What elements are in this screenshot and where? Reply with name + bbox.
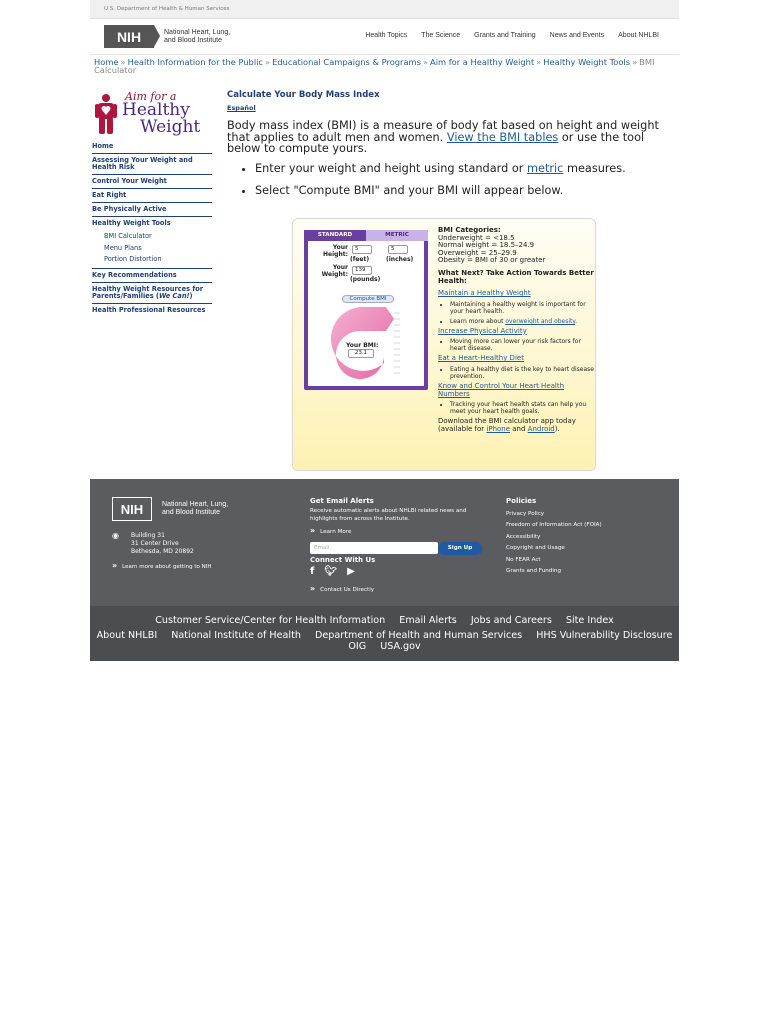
- nav-grants-training[interactable]: Grants and Training: [474, 32, 536, 39]
- compute-bmi-button[interactable]: Compute BMI: [342, 295, 394, 303]
- email-alerts-desc: Receive automatic alerts about NHLBI related news and highlights from across the Institute.: [310, 508, 467, 522]
- breadcrumb-aim[interactable]: Aim for a Healthy Weight: [430, 57, 535, 67]
- side-item-parents-label: Healthy Weight Resources for Parents/Families (: [92, 284, 203, 300]
- footer-link-usa-gov[interactable]: USA.gov: [380, 641, 421, 652]
- weight-label: [310, 265, 348, 278]
- category-normal: Normal weight = 18.5–24.9: [438, 241, 535, 250]
- breadcrumb-sep: »: [265, 57, 271, 67]
- your-bmi-label: Your BMI:: [346, 342, 379, 349]
- tab-standard[interactable]: STANDARD: [304, 230, 366, 241]
- double-chevron-icon: »: [310, 526, 316, 535]
- side-item-active[interactable]: Be Physically Active: [92, 203, 212, 217]
- nih-logo-mark: NIH: [104, 25, 154, 48]
- side-item-home[interactable]: Home: [92, 140, 212, 154]
- footer-link-jobs[interactable]: Jobs and Careers: [470, 615, 552, 626]
- nav-the-science[interactable]: The Science: [421, 32, 461, 39]
- policy-copyright[interactable]: Copyright and Usage: [506, 545, 565, 551]
- breadcrumb-current: BMI Calculator: [94, 57, 655, 75]
- location-pin-icon: ◉: [112, 531, 119, 540]
- side-item-key-rec[interactable]: Key Recommendations: [92, 269, 212, 283]
- category-obesity: Obesity = BMI of 30 or greater: [438, 256, 546, 265]
- bmi-result: 23.1: [348, 349, 374, 358]
- side-item-parents-em: We Can!: [158, 291, 190, 300]
- maintain-list: [438, 301, 594, 325]
- weight-label-2: Weight:: [321, 270, 348, 278]
- learn-more-label: Learn More: [320, 529, 352, 535]
- footer-nih-mark: NIH: [112, 497, 152, 521]
- footer-link-about[interactable]: About NHLBI: [96, 630, 158, 641]
- feet-unit: (feet): [350, 256, 370, 263]
- side-item-assessing[interactable]: Assessing Your Weight and Health Risk: [92, 154, 212, 175]
- address-line1: Building 31: [131, 532, 165, 539]
- espanol-link[interactable]: Español: [227, 104, 256, 112]
- inches-input[interactable]: 5: [388, 245, 408, 254]
- category-overweight: Overweight = 25–29.9: [438, 248, 517, 257]
- list-item: • Eating a healthy diet is the key to heart disease prevention.: [450, 366, 594, 380]
- footer-institute-line2: and Blood Institute: [162, 509, 220, 516]
- footer-link-email-alerts[interactable]: Email Alerts: [399, 615, 457, 626]
- physical-activity-link[interactable]: Increase Physical Activity: [438, 326, 527, 335]
- hhs-link[interactable]: U.S. Department of Health & Human Services: [104, 6, 230, 12]
- main-content: [227, 90, 667, 207]
- weight-input[interactable]: 139: [352, 266, 372, 275]
- breadcrumb-tools[interactable]: Healthy Weight Tools: [543, 57, 631, 67]
- sign-up-button[interactable]: Sign Up: [438, 542, 482, 555]
- download-app-text: [438, 418, 594, 433]
- heart-numbers-link[interactable]: Know and Control Your Heart Health Numbers: [438, 381, 565, 398]
- social-icons: [310, 566, 355, 577]
- contact-label: Contact Us Directly: [320, 587, 375, 593]
- email-alerts-title: Get Email Alerts: [310, 497, 374, 505]
- address-line3: Bethesda, MD 20892: [131, 548, 194, 555]
- side-item-parents[interactable]: [92, 283, 212, 304]
- overweight-obesity-link[interactable]: overweight and obesity: [505, 317, 576, 325]
- activity-list: [438, 338, 594, 352]
- site-header: [90, 19, 679, 55]
- policy-grants[interactable]: Grants and Funding: [506, 568, 561, 574]
- connect-title: Connect With Us: [310, 556, 376, 564]
- breadcrumb-campaigns[interactable]: Educational Campaigns & Programs: [272, 57, 421, 67]
- site-footer: [90, 479, 679, 661]
- footer-nih-logo[interactable]: [112, 497, 228, 521]
- bmi-categories-title: BMI Categories:: [438, 226, 501, 234]
- footer-link-nih[interactable]: National Institute of Health: [171, 630, 301, 641]
- heart-healthy-diet-link[interactable]: Eat a Heart-Healthy Diet: [438, 354, 524, 363]
- feet-input[interactable]: 5: [352, 245, 372, 254]
- contact-link[interactable]: [310, 583, 374, 594]
- policy-privacy[interactable]: Privacy Policy: [506, 510, 545, 517]
- breadcrumb-sep: »: [422, 57, 429, 67]
- list-item: • Maintaining a healthy weight is important for your heart health.: [450, 301, 594, 315]
- aim-logo-small: Aim for a: [125, 90, 177, 103]
- intro-tail: or use the tool below to compute yours.: [227, 130, 645, 156]
- breadcrumb-home[interactable]: Home: [94, 57, 119, 67]
- list-item: • Moving more can lower your risk factors for heart disease.: [450, 338, 594, 352]
- breadcrumb-sep: »: [536, 57, 542, 67]
- instruction-1-pre: Enter your weight and height using standard or: [255, 162, 527, 176]
- nih-logo[interactable]: [104, 25, 230, 48]
- footer-link-oig[interactable]: OIG: [348, 641, 367, 652]
- page-title: Calculate Your Body Mass Index: [227, 90, 380, 100]
- intro-body: Body mass index (BMI) is a measure of body fat based on height and weight that applies to adult men and women.: [227, 119, 659, 144]
- youtube-icon[interactable]: ▶: [347, 566, 355, 577]
- tab-metric[interactable]: METRIC: [366, 230, 428, 241]
- footer-link-vulnerability[interactable]: HHS Vulnerability Disclosure: [536, 630, 673, 641]
- category-underweight: Underweight = <18.5: [438, 233, 515, 242]
- footer-address: [112, 532, 194, 556]
- footer-link-site-index[interactable]: Site Index: [565, 615, 614, 626]
- getting-to-nih-label: Learn more about getting to NIH: [122, 564, 212, 570]
- height-label-2: Height:: [323, 250, 348, 258]
- intro-text: [227, 120, 667, 155]
- sidebar: [92, 90, 212, 317]
- bmi-tables-link[interactable]: View the BMI tables: [446, 130, 559, 144]
- aim-logo-weight: Weight: [140, 117, 201, 137]
- numbers-list: [438, 401, 594, 415]
- learn-more-link[interactable]: [310, 527, 490, 536]
- institute-name-line2: and Blood Institute: [164, 36, 222, 44]
- android-link[interactable]: Android: [527, 424, 555, 433]
- inches-unit: (inches): [386, 256, 414, 263]
- facebook-icon[interactable]: f: [310, 566, 315, 577]
- pounds-unit: (pounds): [350, 276, 381, 283]
- breadcrumb: [94, 58, 664, 74]
- institute-name: [164, 29, 230, 45]
- diet-list: [438, 366, 594, 380]
- footer-institute-line1: National Heart, Lung,: [162, 501, 229, 508]
- twitter-icon[interactable]: 🐦︎: [324, 566, 338, 577]
- download-post: ).: [554, 424, 560, 433]
- calculator-panel: [308, 241, 424, 386]
- list-item-post: .: [575, 317, 578, 325]
- side-nav: [92, 140, 212, 317]
- side-sub-menu-plans[interactable]: Menu Plans: [104, 243, 142, 252]
- policy-foia[interactable]: Freedom of Information Act (FOIA): [506, 522, 602, 528]
- unit-tabs: [304, 230, 428, 241]
- footer-link-customer-service[interactable]: Customer Service/Center for Health Information: [155, 615, 386, 626]
- footer-bottom-links: [90, 606, 679, 661]
- download-and: and: [510, 424, 528, 433]
- breadcrumb-health-info[interactable]: Health Information for the Public: [127, 57, 263, 67]
- connect-section: [310, 556, 375, 564]
- double-chevron-icon: »: [310, 584, 316, 593]
- policy-accessibility[interactable]: Accessibility: [506, 533, 541, 540]
- footer-row-2: [90, 630, 679, 652]
- what-next-title: What Next? Take Action Towards Better Health:: [438, 268, 594, 285]
- top-nav: [365, 32, 659, 39]
- breadcrumb-sep: »: [632, 57, 638, 67]
- instruction-1-post: measures.: [563, 162, 626, 176]
- person-heart-icon: [94, 93, 118, 135]
- footer-row-1: [90, 615, 679, 626]
- aim-healthy-weight-logo[interactable]: [92, 90, 212, 138]
- instruction-item: • Select "Compute BMI" and your BMI will appear below.: [255, 185, 667, 197]
- side-item-parents-close: ): [189, 291, 193, 300]
- maintain-weight-link[interactable]: Maintain a Healthy Weight: [438, 289, 531, 298]
- policies-title: Policies: [506, 497, 537, 505]
- weight-label-1: Your: [332, 264, 348, 271]
- metric-link[interactable]: metric: [526, 162, 564, 176]
- address-line2: 31 Center Drive: [131, 540, 179, 547]
- side-item-tools[interactable]: Healthy Weight Tools: [92, 219, 171, 227]
- policy-no-fear[interactable]: No FEAR Act: [506, 556, 541, 563]
- side-subnav: [92, 230, 212, 269]
- side-item-control[interactable]: Control Your Weight: [92, 175, 212, 189]
- aim-logo-text: [122, 91, 200, 136]
- footer-link-hhs[interactable]: Department of Health and Human Services: [315, 630, 523, 641]
- breadcrumb-sep: »: [120, 57, 126, 67]
- nav-health-topics[interactable]: Health Topics: [365, 32, 408, 39]
- instructions-list: [227, 163, 667, 197]
- iphone-link[interactable]: iPhone: [486, 424, 511, 433]
- aim-logo-healthy: Healthy: [122, 100, 190, 120]
- side-sub-bmi[interactable]: BMI Calculator: [104, 232, 152, 240]
- institute-name-line1: National Heart, Lung,: [164, 28, 231, 36]
- download-pre: Download the BMI calculator app today (available for: [438, 417, 576, 433]
- side-item-eat-right[interactable]: Eat Right: [92, 189, 212, 203]
- double-chevron-icon: »: [112, 561, 118, 570]
- list-item: • Tracking your heart health stats can help you meet your heart health goals.: [450, 401, 594, 415]
- list-item: [450, 318, 594, 325]
- side-item-professional[interactable]: Health Professional Resources: [92, 305, 206, 314]
- list-item-pre: Learn more about: [450, 317, 506, 325]
- nav-news-events[interactable]: News and Events: [549, 32, 605, 39]
- footer-institute-name: [162, 501, 228, 517]
- height-label: [310, 245, 348, 258]
- nav-about-nhlbi[interactable]: About NHLBI: [618, 32, 659, 39]
- email-alerts-section: [310, 497, 490, 536]
- getting-to-nih-link[interactable]: [112, 561, 212, 570]
- hhs-bar: [90, 0, 679, 19]
- bmi-calculator: [304, 230, 428, 390]
- bmi-info: [438, 227, 594, 433]
- height-label-1: Your: [332, 244, 348, 251]
- instruction-item: [255, 163, 667, 175]
- side-sub-portion[interactable]: Portion Distortion: [104, 255, 162, 263]
- bmi-widget: [292, 218, 596, 471]
- policies-section: [506, 497, 602, 574]
- footer-email-input[interactable]: Email: [310, 542, 438, 554]
